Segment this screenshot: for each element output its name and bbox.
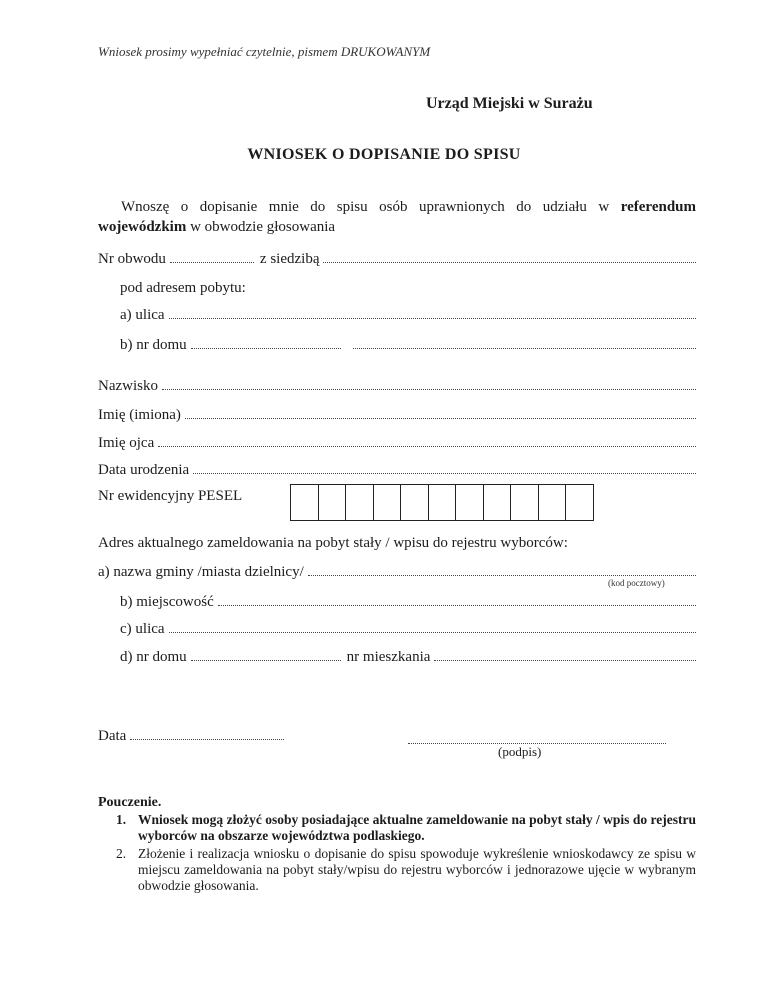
stay-address-label: [120, 280, 246, 297]
first-name-row: [98, 407, 696, 424]
seat-label: z siedzibą: [259, 251, 320, 267]
surname-field[interactable]: [162, 389, 696, 390]
birth-date-field[interactable]: [193, 473, 696, 474]
date-field[interactable]: [130, 739, 284, 740]
seat-field[interactable]: [323, 262, 696, 263]
apartment-number-label: nr mieszkania: [346, 649, 431, 665]
district-row: [98, 251, 696, 268]
intro-paragraph: [98, 197, 696, 237]
stay-street-label: a) ulica: [120, 307, 165, 323]
street-row: [120, 621, 696, 638]
pesel-digit-box[interactable]: [566, 485, 593, 520]
postal-code-caption: (kod pocztowy): [608, 578, 665, 588]
office-name: Urząd Miejski w Surażu: [426, 95, 593, 112]
instruction-item: [116, 812, 696, 844]
instruction-text: Złożenie i realizacja wniosku o dopisanie do spisu spowoduje wykreślenie wnioskodawcy ze spisu w miejscu zameldowania na pobyt stały/wpisu do rejestru wyborców i jednorazowe ujęcie w wybranym obwodzie głosowania.: [138, 846, 696, 893]
pesel-digit-box[interactable]: [539, 485, 567, 520]
district-number-label: Nr obwodu: [98, 251, 166, 267]
instruction-item: [116, 846, 696, 894]
surname-label: Nazwisko: [98, 378, 158, 394]
house-number-label: d) nr domu: [120, 649, 187, 665]
pesel-label-row: [98, 488, 242, 505]
stay-house-row: [120, 337, 696, 354]
district-number-field[interactable]: [170, 262, 254, 263]
house-number-field[interactable]: [191, 660, 341, 661]
first-name-field[interactable]: [185, 418, 696, 419]
address-heading: [98, 535, 568, 552]
intro-bold-text: referendum wojewódzkim: [98, 199, 696, 235]
pesel-digit-box[interactable]: [429, 485, 457, 520]
municipality-row: [98, 564, 696, 581]
municipality-label: a) nazwa gminy /miasta dzielnicy/: [98, 564, 304, 580]
stay-street-row: [120, 307, 696, 324]
instructions-list: [116, 812, 696, 896]
signature-caption: (podpis): [498, 744, 542, 759]
stay-address-text: pod adresem pobytu:: [120, 280, 246, 296]
instructions-heading: Pouczenie.: [98, 795, 162, 810]
street-label: c) ulica: [120, 621, 165, 637]
pesel-digit-box[interactable]: [346, 485, 374, 520]
instruction-number: 1.: [116, 812, 127, 827]
fill-instruction: Wniosek prosimy wypełniać czytelnie, pismem DRUKOWANYM: [98, 44, 431, 59]
stay-house-label: b) nr domu: [120, 337, 187, 353]
address-heading-text: Adres aktualnego zameldowania na pobyt stały / wpisu do rejestru wyborców:: [98, 535, 568, 551]
pesel-digit-box[interactable]: [374, 485, 402, 520]
pesel-label: Nr ewidencyjny PESEL: [98, 488, 243, 504]
intro-text-after: w obwodzie głosowania: [186, 219, 336, 235]
street-field[interactable]: [169, 632, 696, 633]
municipality-field[interactable]: [308, 575, 696, 576]
pesel-digit-box[interactable]: [484, 485, 512, 520]
birth-date-row: [98, 462, 696, 479]
date-row: [98, 728, 284, 745]
pesel-digit-box[interactable]: [319, 485, 347, 520]
surname-row: [98, 378, 696, 395]
stay-street-field[interactable]: [169, 318, 696, 319]
father-name-row: [98, 435, 696, 452]
instruction-text: Wniosek mogą złożyć osoby posiadające aktualne zameldowanie na pobyt stały / wpis do rejestru wyborców na obszarze województwa podlaskiego.: [138, 812, 696, 843]
pesel-boxes: [290, 484, 594, 521]
intro-text: Wnoszę o dopisanie mnie do spisu osób uprawnionych do udziału w: [121, 199, 621, 215]
pesel-digit-box[interactable]: [401, 485, 429, 520]
pesel-digit-box[interactable]: [291, 485, 319, 520]
father-name-label: Imię ojca: [98, 435, 155, 451]
pesel-digit-box[interactable]: [456, 485, 484, 520]
locality-field[interactable]: [218, 605, 696, 606]
form-title: WNIOSEK O DOPISANIE DO SPISU: [247, 146, 521, 163]
locality-label: b) miejscowość: [120, 594, 214, 610]
locality-row: [120, 594, 696, 611]
house-row: [120, 649, 696, 666]
instruction-number: 2.: [116, 846, 127, 861]
birth-date-label: Data urodzenia: [98, 462, 190, 478]
first-name-label: Imię (imiona): [98, 407, 181, 423]
stay-house-extra-field[interactable]: [353, 348, 696, 349]
date-label: Data: [98, 728, 127, 744]
apartment-number-field[interactable]: [434, 660, 696, 661]
pesel-digit-box[interactable]: [511, 485, 539, 520]
father-name-field[interactable]: [158, 446, 696, 447]
signature-field[interactable]: [408, 726, 666, 744]
stay-house-field[interactable]: [191, 348, 341, 349]
